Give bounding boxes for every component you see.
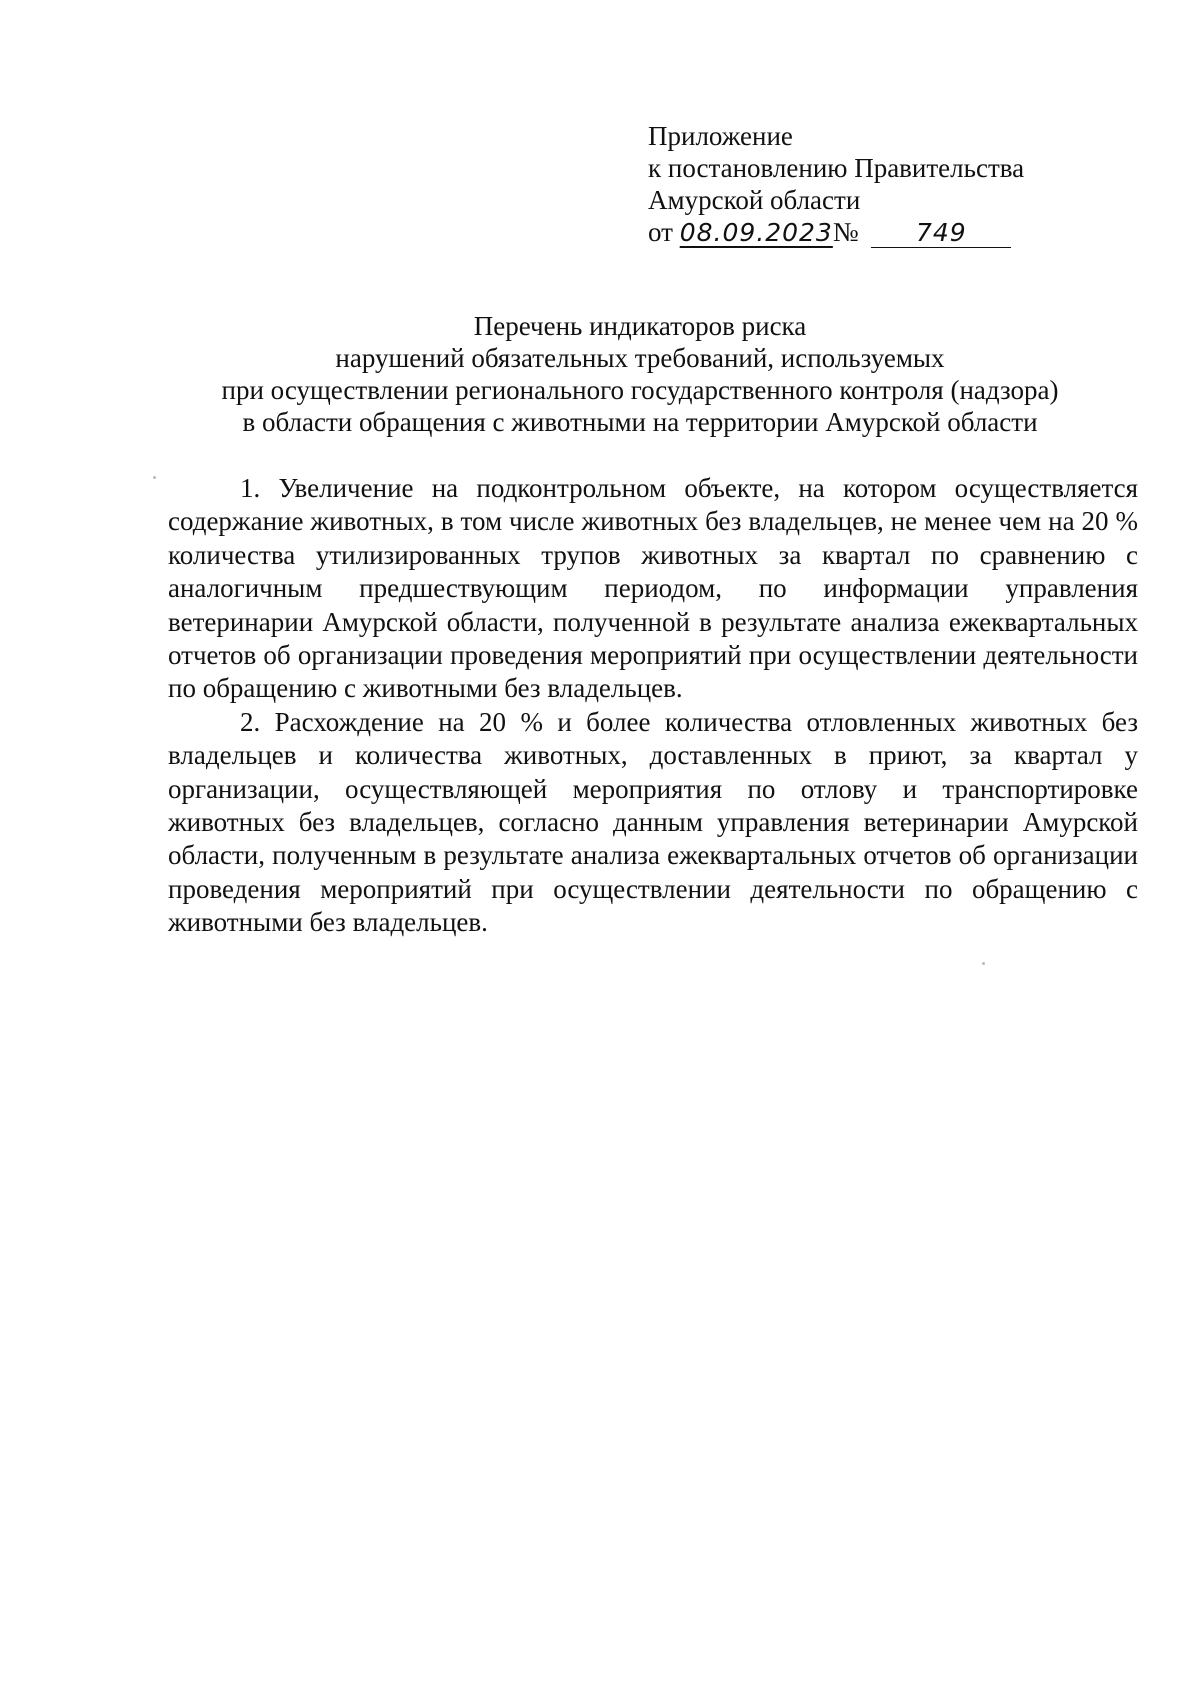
document-body <box>168 472 1138 940</box>
risk-indicator-2: 2. Расхождение на 20 % и более количества отловленных животных без владельцев и количества животных, доставленных в приют, за квартал у организации, осуществляющей мероприятия по отлову и транспортировке животных без владельцев, согласно данным управления ветеринарии Амурской области, полученным в результате анализа ежеквартальных отчетов об организации проведения мероприятий при осуществлении деятельности по обращению с животными без владельцев. <box>168 706 1138 938</box>
appendix-resolution: к постановлению Правительства <box>648 153 1025 183</box>
date-prefix: от <box>648 217 673 247</box>
appendix-block <box>648 120 1068 249</box>
number-field <box>871 218 1011 248</box>
document-title <box>160 310 1120 438</box>
risk-indicator-1: 1. Увеличение на подконтрольном объекте, на котором осуществляется содержание животных, в том числе животных без владельцев, не менее чем на 20 % количества утилизированных трупов животных за квартал по сравнению с аналогичным предшествующим периодом, по информации управления ветеринарии Амурской области, полученной в результате анализа ежеквартальных отчетов об организации проведения мероприятий при осуществлении деятельности по обращению с животными без владельцев. <box>168 473 1138 704</box>
handwritten-number: 749 <box>916 218 967 247</box>
scan-speck <box>982 962 985 965</box>
scan-speck <box>153 476 156 479</box>
appendix-date-number <box>648 216 1068 249</box>
title-line-3: при осуществлении регионального государственного контроля (надзора) <box>221 375 1059 405</box>
handwritten-date: 08.09.2023 <box>679 218 833 247</box>
appendix-region: Амурской области <box>648 185 861 215</box>
title-line-4: в области обращения с животными на территории Амурской области <box>242 407 1038 437</box>
title-line-2: нарушений обязательных требований, используемых <box>335 343 945 373</box>
number-sign: № <box>832 217 859 247</box>
appendix-label: Приложение <box>648 121 793 151</box>
title-line-1: Перечень индикаторов риска <box>473 311 807 341</box>
